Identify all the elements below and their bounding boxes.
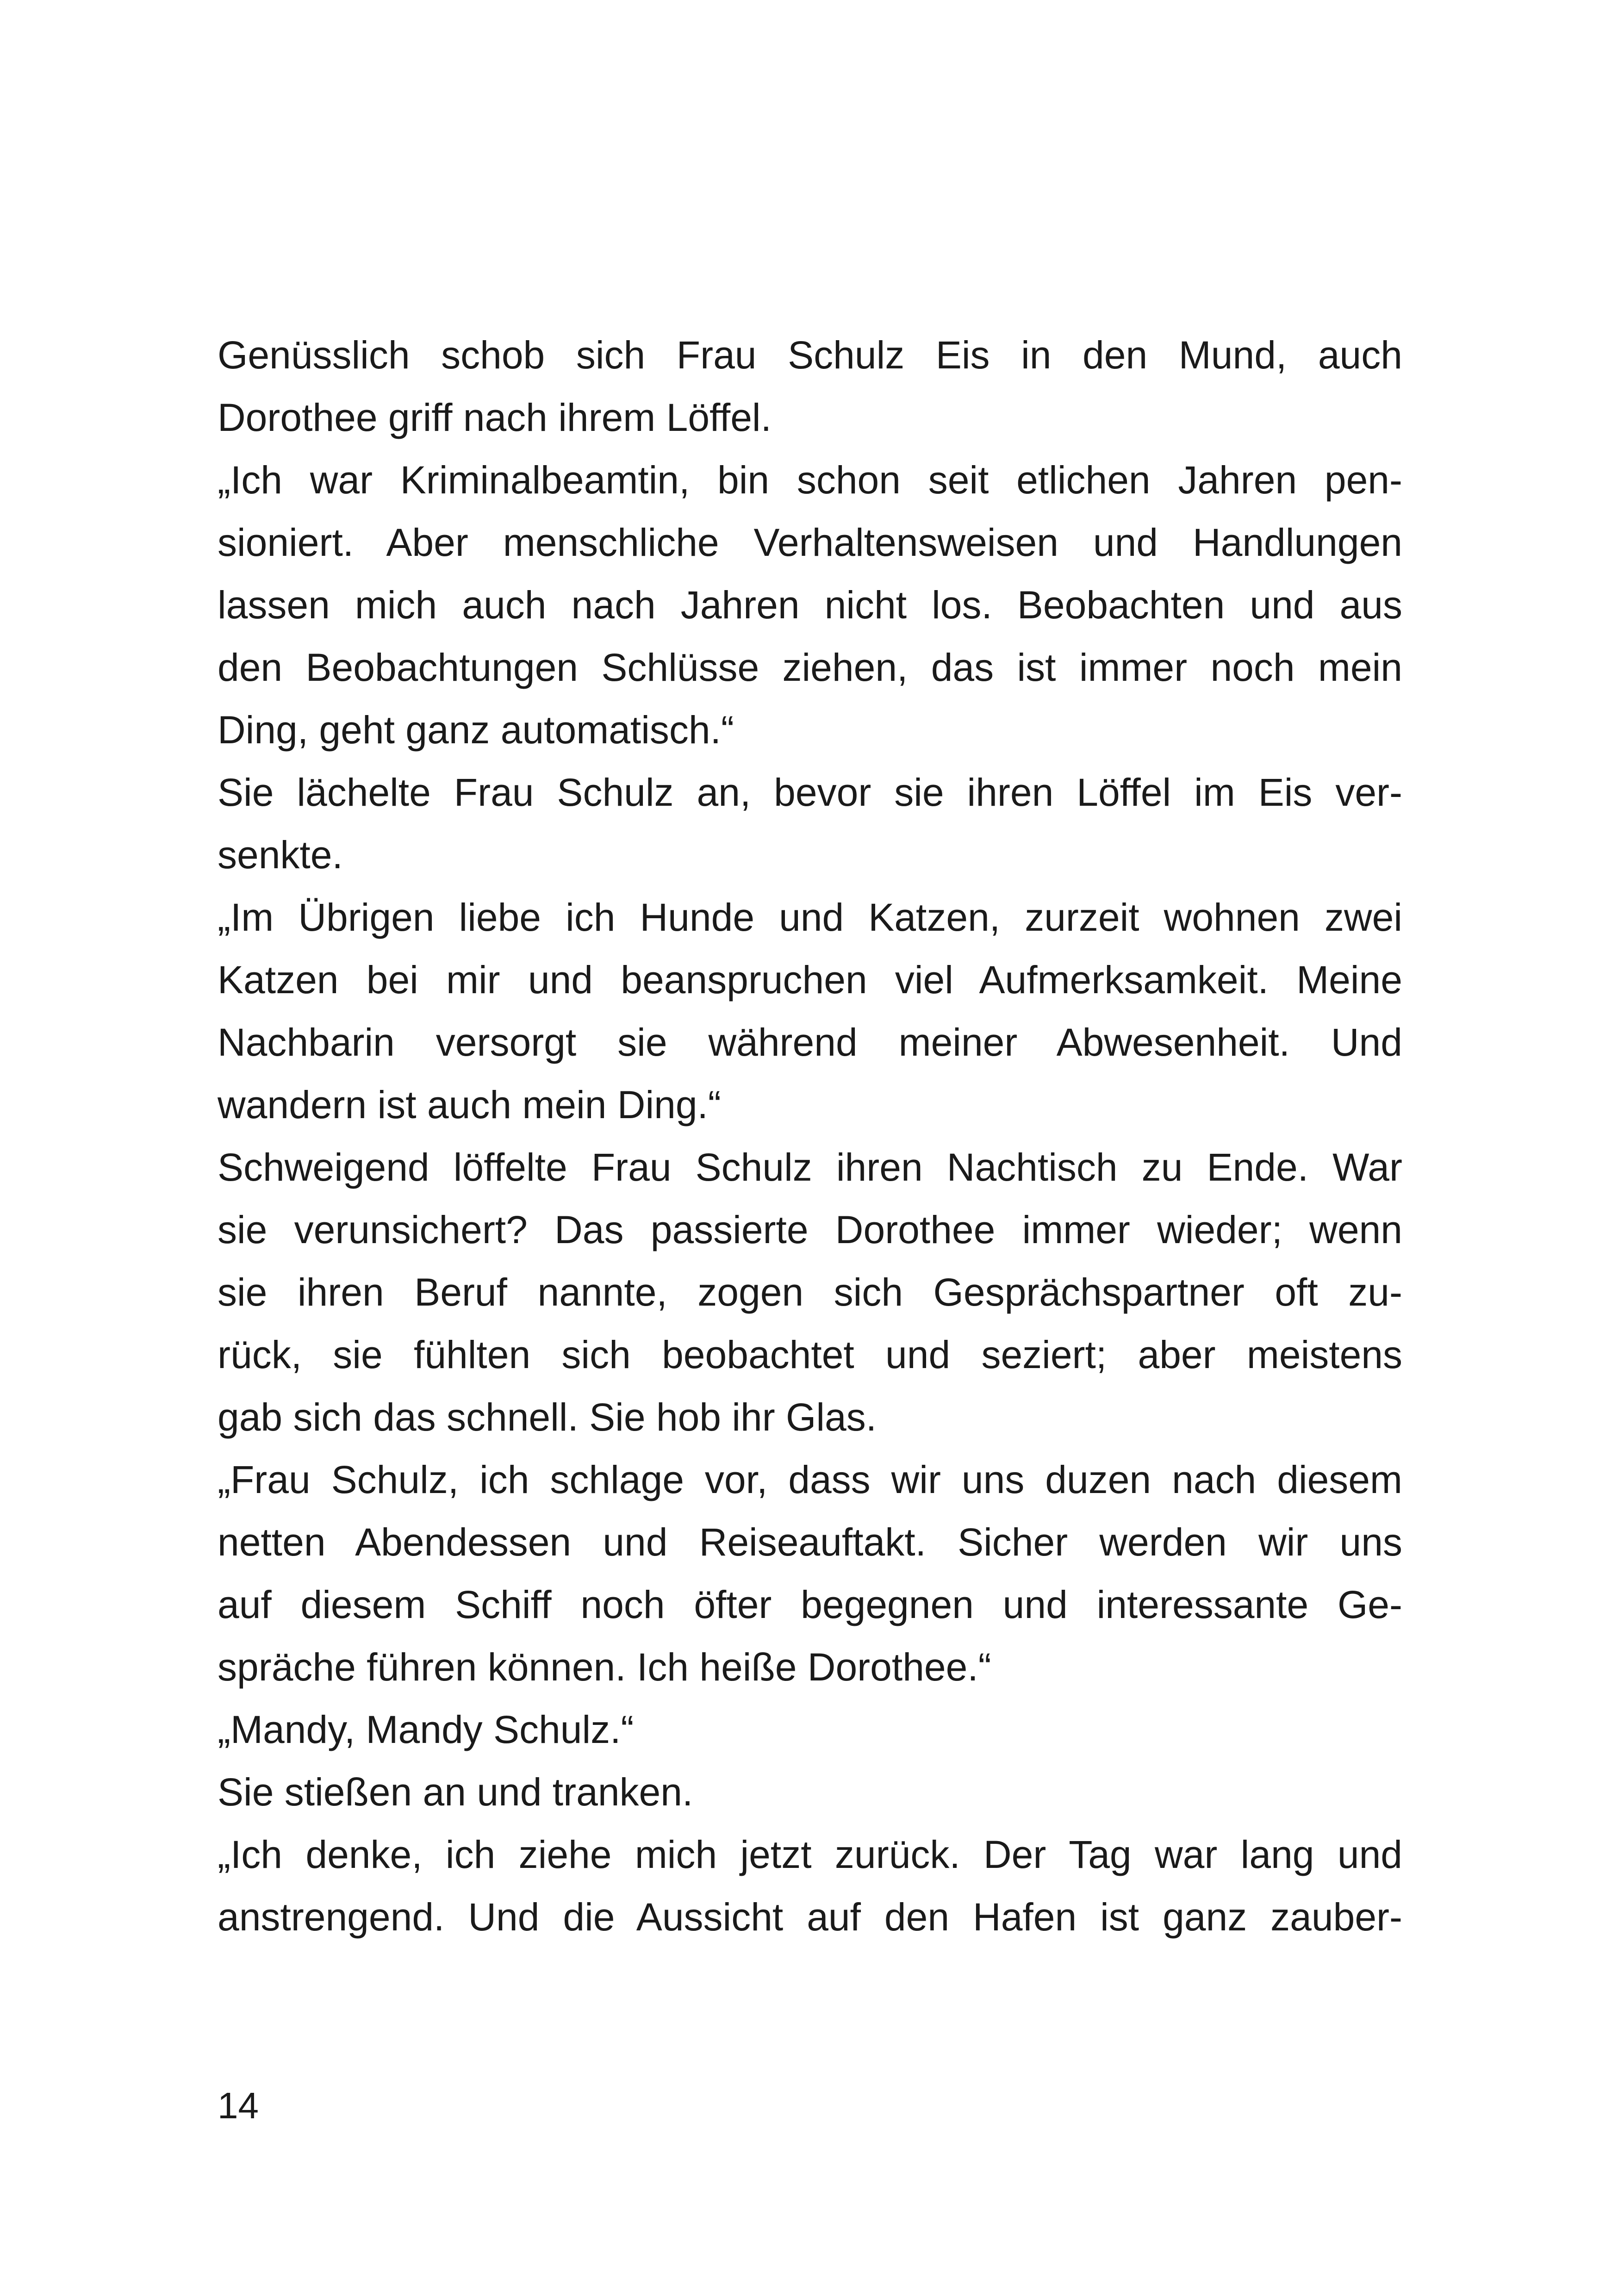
text-line: rück, sie fühlten sich beobachtet und seziert; aber meistens (218, 1333, 1402, 1376)
text-line: wandern ist auch mein Ding.“ (218, 1083, 721, 1126)
text-line: sioniert. Aber menschliche Verhaltensweisen und Handlungen (218, 521, 1402, 564)
text-line: senkte. (218, 833, 343, 877)
text-line: spräche führen können. Ich heiße Dorothee.“ (218, 1645, 991, 1689)
text-line: Sie stießen an und tranken. (218, 1770, 693, 1814)
text-line: lassen mich auch nach Jahren nicht los. Beobachten und aus (218, 583, 1402, 627)
text-line: Sie lächelte Frau Schulz an, bevor sie ihren Löffel im Eis ver- (218, 771, 1402, 814)
text-line: auf diesem Schiff noch öfter begegnen und interessante Ge- (218, 1583, 1402, 1626)
text-line: „Ich war Kriminalbeamtin, bin schon seit etlichen Jahren pen- (218, 458, 1402, 502)
text-line: „Mandy, Mandy Schulz.“ (218, 1708, 634, 1751)
text-line: Schweigend löffelte Frau Schulz ihren Nachtisch zu Ende. War (218, 1145, 1402, 1189)
text-line: den Beobachtungen Schlüsse ziehen, das ist immer noch mein (218, 646, 1402, 689)
text-line: „Im Übrigen liebe ich Hunde und Katzen, zurzeit wohnen zwei (218, 896, 1402, 939)
text-line: netten Abendessen und Reiseauftakt. Sicher werden wir uns (218, 1520, 1402, 1564)
text-line: sie verunsichert? Das passierte Dorothee immer wieder; wenn (218, 1208, 1402, 1251)
text-line: „Ich denke, ich ziehe mich jetzt zurück. Der Tag war lang und (218, 1833, 1402, 1876)
text-line: Katzen bei mir und beanspruchen viel Aufmerksamkeit. Meine (218, 958, 1402, 1002)
text-line: Ding, geht ganz automatisch.“ (218, 708, 734, 752)
text-line: anstrengend. Und die Aussicht auf den Hafen ist ganz zauber- (218, 1895, 1402, 1939)
text-line: gab sich das schnell. Sie hob ihr Glas. (218, 1395, 877, 1439)
text-line: Dorothee griff nach ihrem Löffel. (218, 396, 772, 439)
text-line: „Frau Schulz, ich schlage vor, dass wir uns duzen nach diesem (218, 1458, 1402, 1501)
text-line: sie ihren Beruf nannte, zogen sich Gesprächspartner oft zu- (218, 1270, 1402, 1314)
page-number: 14 (218, 2085, 259, 2126)
text-line: Nachbarin versorgt sie während meiner Abwesenheit. Und (218, 1020, 1402, 1064)
body-text (218, 324, 1402, 1948)
text-line: Genüsslich schob sich Frau Schulz Eis in den Mund, auch (218, 333, 1402, 377)
